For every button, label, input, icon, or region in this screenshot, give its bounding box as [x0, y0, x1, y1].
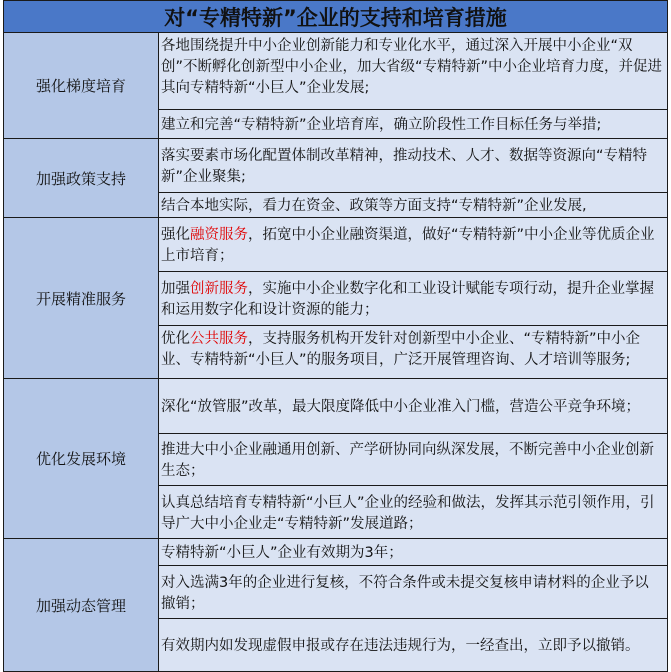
category-cell: 加强动态管理 — [4, 539, 159, 671]
category-cell: 优化发展环境 — [4, 379, 159, 538]
measure-cell — [159, 139, 667, 192]
table-group — [3, 33, 668, 139]
category-cell: 加强政策支持 — [4, 139, 159, 217]
measure-text — [161, 146, 663, 188]
measure-cell — [159, 325, 667, 378]
measure-cell — [159, 271, 667, 325]
measure-cell — [159, 618, 667, 671]
text-segment: 认真总结培育专精特新“小巨人”企业的经验和做法，发挥其示范引领作用，引导广大中小企业走“专精特新”发展道路； — [161, 494, 655, 532]
table-group — [3, 139, 668, 218]
measure-cell — [159, 218, 667, 271]
text-segment: 优化 — [161, 331, 190, 347]
measure-text — [161, 329, 663, 371]
text-segment: 有效期内如发现虚假申报或存在违法违规行为，一经查出，立即予以撤销。 — [161, 638, 640, 654]
measure-text — [161, 440, 663, 482]
measure-text — [161, 636, 640, 657]
table-group — [3, 218, 668, 379]
measure-cell — [159, 192, 667, 217]
text-segment: 加强 — [161, 281, 190, 297]
measure-cell — [159, 109, 667, 138]
measure-text — [161, 493, 663, 535]
category-cell: 强化梯度培育 — [4, 33, 159, 138]
text-segment: 对入选满3年的企业进行复核，不符合条件或未提交复核申请材料的企业予以撤销； — [161, 574, 649, 612]
measure-list — [159, 33, 667, 138]
text-segment: ，拓宽中小企业融资渠道，做好“专精特新”中小企业等优质企业上市培育； — [161, 227, 655, 264]
text-segment: 专精特新“小巨人”企业有效期为3年； — [161, 545, 403, 561]
text-segment: ，支持服务机构开发针对创新型中小企业、“专精特新”中小企业、专精特新“小巨人”的服务项目，广泛开展管理咨询、人才培训等服务; — [161, 331, 641, 368]
text-segment: 结合本地实际，看力在资金、政策等方面支持“专精特新”企业发展, — [161, 198, 587, 214]
text-segment: 各地围绕提升中小企业创新能力和专业化水平，通过深入开展中小企业“双创”不断孵化创新型中小企业，加大省级“专精特新”中小企业培育力度，并促进其向专精特新“小巨人”企业发展; — [161, 38, 663, 96]
measure-text — [161, 36, 663, 99]
measure-text — [161, 397, 640, 418]
measure-cell — [159, 433, 667, 485]
measures-table — [3, 0, 668, 672]
text-segment: 建立和完善“专精特新”企业培育库，确立阶段性工作目标任务与举措; — [161, 117, 602, 133]
highlighted-service: 创新服务 — [190, 281, 248, 297]
table-title: 对“专精特新”企业的支持和培育措施 — [3, 0, 668, 33]
highlighted-service: 融资服务 — [190, 227, 248, 243]
table-group — [3, 539, 668, 672]
measure-cell — [159, 485, 667, 538]
measure-list — [159, 379, 667, 538]
category-cell: 开展精准服务 — [4, 218, 159, 378]
measure-cell — [159, 565, 667, 618]
measure-text — [161, 115, 601, 136]
text-segment: 落实要素市场化配置体制改革精神，推动技术、人才、数据等资源向“专精特新”企业聚集; — [161, 148, 648, 185]
text-segment: 推进大中小企业融通用创新、产学研协同向纵深发展，不断完善中小企业创新生态； — [161, 442, 654, 479]
text-segment: 深化“放管服”改革，最大限度降低中小企业准入门槛，营造公平竞争环境； — [161, 399, 641, 415]
measure-list — [159, 539, 667, 671]
table-body — [3, 33, 668, 672]
measure-cell — [159, 33, 667, 109]
measure-cell — [159, 379, 667, 433]
measure-cell — [159, 539, 667, 565]
measure-text — [161, 573, 663, 615]
text-segment: 强化 — [161, 227, 190, 243]
highlighted-service: 公共服务 — [190, 331, 248, 347]
measure-text — [161, 279, 663, 321]
measure-text — [161, 225, 663, 267]
measure-list — [159, 139, 667, 217]
measure-list — [159, 218, 667, 378]
measure-text — [161, 196, 587, 217]
measure-text — [161, 543, 403, 564]
table-group — [3, 379, 668, 539]
text-segment: ，实施中小企业数字化和工业设计赋能专项行动，提升企业掌握和运用数字化和设计资源的能力； — [161, 281, 654, 318]
